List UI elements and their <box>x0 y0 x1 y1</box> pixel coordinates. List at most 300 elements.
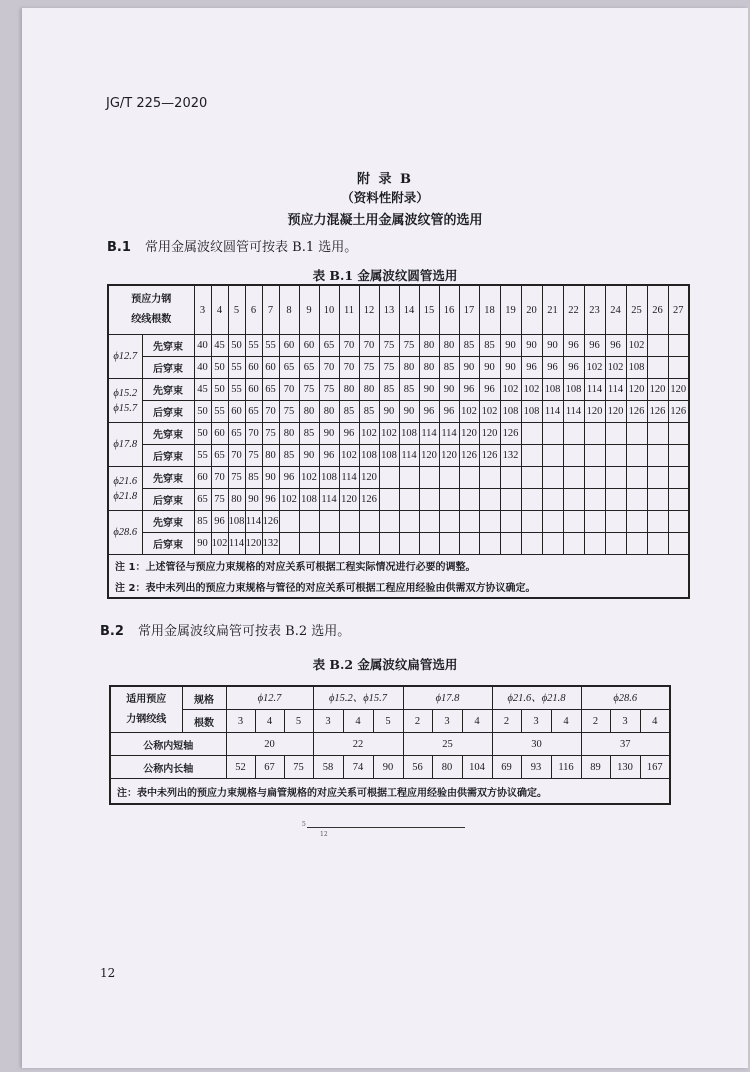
threading-type: 后穿束 <box>142 489 194 511</box>
value-cell: 55 <box>194 445 211 467</box>
count-cell: 4 <box>462 710 492 733</box>
empty-cell <box>439 489 459 511</box>
diameter-cell: ϕ17.8 <box>108 423 142 467</box>
value-cell: 102 <box>459 401 479 423</box>
value-cell: 55 <box>245 335 262 357</box>
value-cell: 40 <box>194 335 211 357</box>
diameter-cell: ϕ12.7 <box>108 335 142 379</box>
value-cell: 70 <box>339 357 359 379</box>
value-cell: 75 <box>262 423 279 445</box>
empty-cell <box>500 467 521 489</box>
table-b2-count-label: 根数 <box>182 710 226 733</box>
value-cell: 70 <box>319 357 339 379</box>
table-row <box>108 489 689 511</box>
empty-cell <box>584 445 605 467</box>
value-cell: 96 <box>319 445 339 467</box>
empty-cell <box>479 533 500 555</box>
table-b2-spec-label: 规格 <box>182 686 226 710</box>
empty-cell <box>584 467 605 489</box>
value-cell: 90 <box>319 423 339 445</box>
value-cell: 102 <box>584 357 605 379</box>
value-cell: 50 <box>211 379 228 401</box>
count-cell: 4 <box>343 710 373 733</box>
value-cell: 70 <box>279 379 299 401</box>
value-cell: 65 <box>228 423 245 445</box>
empty-cell <box>542 489 563 511</box>
value-cell: 60 <box>299 335 319 357</box>
empty-cell <box>521 511 542 533</box>
value-cell: 108 <box>359 445 379 467</box>
spec-header: ϕ21.6、ϕ21.8 <box>492 686 581 710</box>
value-cell: 85 <box>439 357 459 379</box>
empty-cell <box>379 511 399 533</box>
value-cell: 120 <box>439 445 459 467</box>
value-cell: 85 <box>279 445 299 467</box>
value-cell: 80 <box>359 379 379 401</box>
count-header: 20 <box>521 285 542 335</box>
value-cell: 108 <box>542 379 563 401</box>
empty-cell <box>647 511 668 533</box>
count-cell: 3 <box>313 710 343 733</box>
value-cell: 102 <box>605 357 626 379</box>
long-axis-cell: 56 <box>403 756 432 779</box>
value-cell: 90 <box>479 357 500 379</box>
appendix-name: 预应力混凝土用金属波纹管的选用 <box>287 213 483 228</box>
value-cell: 55 <box>228 379 245 401</box>
count-cell: 2 <box>403 710 432 733</box>
value-cell: 75 <box>211 489 228 511</box>
value-cell: 65 <box>194 489 211 511</box>
empty-cell <box>459 511 479 533</box>
value-cell: 102 <box>500 379 521 401</box>
appendix-title: 附 录 B <box>356 172 414 187</box>
empty-cell <box>299 511 319 533</box>
value-cell: 75 <box>379 357 399 379</box>
value-cell: 70 <box>228 445 245 467</box>
empty-cell <box>439 467 459 489</box>
value-cell: 108 <box>399 423 419 445</box>
count-header: 6 <box>245 285 262 335</box>
empty-cell <box>605 445 626 467</box>
value-cell: 108 <box>379 445 399 467</box>
long-axis-cell: 89 <box>581 756 610 779</box>
page-number: 12 <box>100 966 116 980</box>
value-cell: 96 <box>419 401 439 423</box>
short-axis-cell: 25 <box>403 733 492 756</box>
value-cell: 120 <box>605 401 626 423</box>
value-cell: 85 <box>399 379 419 401</box>
short-axis-cell: 30 <box>492 733 581 756</box>
count-header: 26 <box>647 285 668 335</box>
table-row <box>108 335 689 357</box>
count-header: 9 <box>299 285 319 335</box>
table-b2-long-axis-label: 公称内长轴 <box>110 756 226 779</box>
threading-type: 先穿束 <box>142 423 194 445</box>
threading-type: 后穿束 <box>142 357 194 379</box>
empty-cell <box>647 335 668 357</box>
value-cell: 90 <box>379 401 399 423</box>
empty-cell <box>626 467 647 489</box>
empty-cell <box>605 423 626 445</box>
value-cell: 75 <box>299 379 319 401</box>
empty-cell <box>626 445 647 467</box>
value-cell: 114 <box>563 401 584 423</box>
empty-cell <box>500 511 521 533</box>
value-cell: 120 <box>647 379 668 401</box>
value-cell: 90 <box>542 335 563 357</box>
table-row <box>108 533 689 555</box>
empty-cell <box>584 511 605 533</box>
count-header: 3 <box>194 285 211 335</box>
value-cell: 126 <box>479 445 500 467</box>
count-header: 23 <box>584 285 605 335</box>
empty-cell <box>399 489 419 511</box>
value-cell: 85 <box>299 423 319 445</box>
empty-cell <box>521 489 542 511</box>
long-axis-cell: 75 <box>284 756 313 779</box>
appendix-nature: （资料性附录） <box>341 190 429 205</box>
value-cell: 96 <box>439 401 459 423</box>
value-cell: 120 <box>339 489 359 511</box>
empty-cell <box>339 533 359 555</box>
count-header: 15 <box>419 285 439 335</box>
empty-cell <box>419 467 439 489</box>
empty-cell <box>647 467 668 489</box>
empty-cell <box>563 467 584 489</box>
value-cell: 114 <box>339 467 359 489</box>
empty-cell <box>479 467 500 489</box>
empty-cell <box>626 489 647 511</box>
value-cell: 75 <box>279 401 299 423</box>
count-cell: 2 <box>581 710 610 733</box>
value-cell: 114 <box>319 489 339 511</box>
count-header: 14 <box>399 285 419 335</box>
value-cell: 126 <box>262 511 279 533</box>
table-row <box>108 445 689 467</box>
value-cell: 75 <box>399 335 419 357</box>
section-b1 <box>107 236 357 255</box>
value-cell: 50 <box>228 335 245 357</box>
section-b1-text: 常用金属波纹圆管可按表 B.1 选用。 <box>145 240 358 255</box>
value-cell: 85 <box>379 379 399 401</box>
empty-cell <box>479 489 500 511</box>
value-cell: 102 <box>521 379 542 401</box>
value-cell: 65 <box>299 357 319 379</box>
value-cell: 114 <box>245 511 262 533</box>
table-b2-short-axis-label: 公称内短轴 <box>110 733 226 756</box>
empty-cell <box>647 357 668 379</box>
value-cell: 90 <box>262 467 279 489</box>
value-cell: 60 <box>228 401 245 423</box>
value-cell: 114 <box>419 423 439 445</box>
empty-cell <box>647 533 668 555</box>
value-cell: 126 <box>647 401 668 423</box>
count-cell: 4 <box>551 710 581 733</box>
section-b2-number: B.2 <box>100 624 124 639</box>
value-cell: 85 <box>194 511 211 533</box>
empty-cell <box>379 489 399 511</box>
value-cell: 45 <box>194 379 211 401</box>
value-cell: 90 <box>194 533 211 555</box>
spec-header: ϕ28.6 <box>581 686 670 710</box>
value-cell: 114 <box>228 533 245 555</box>
value-cell: 120 <box>419 445 439 467</box>
empty-cell <box>399 467 419 489</box>
empty-cell <box>668 423 689 445</box>
rule-mark-small: 12 <box>320 831 328 838</box>
value-cell: 108 <box>563 379 584 401</box>
diameter-cell: ϕ21.6 ϕ21.8 <box>108 467 142 511</box>
empty-cell <box>647 423 668 445</box>
value-cell: 65 <box>319 335 339 357</box>
long-axis-cell: 167 <box>640 756 670 779</box>
short-axis-cell: 22 <box>313 733 403 756</box>
value-cell: 102 <box>279 489 299 511</box>
table-row <box>108 401 689 423</box>
count-header: 8 <box>279 285 299 335</box>
count-cell: 3 <box>610 710 640 733</box>
value-cell: 80 <box>228 489 245 511</box>
value-cell: 70 <box>339 335 359 357</box>
empty-cell <box>500 533 521 555</box>
value-cell: 70 <box>245 423 262 445</box>
empty-cell <box>563 445 584 467</box>
empty-cell <box>584 533 605 555</box>
count-cell: 4 <box>255 710 284 733</box>
empty-cell <box>419 533 439 555</box>
value-cell: 60 <box>245 379 262 401</box>
value-cell: 85 <box>245 467 262 489</box>
long-axis-cell: 90 <box>373 756 403 779</box>
empty-cell <box>379 467 399 489</box>
count-cell: 5 <box>284 710 313 733</box>
empty-cell <box>339 511 359 533</box>
empty-cell <box>563 423 584 445</box>
value-cell: 108 <box>500 401 521 423</box>
empty-cell <box>668 357 689 379</box>
value-cell: 60 <box>211 423 228 445</box>
value-cell: 50 <box>194 423 211 445</box>
empty-cell <box>668 511 689 533</box>
value-cell: 114 <box>399 445 419 467</box>
value-cell: 108 <box>228 511 245 533</box>
value-cell: 132 <box>500 445 521 467</box>
count-header: 16 <box>439 285 459 335</box>
value-cell: 114 <box>605 379 626 401</box>
empty-cell <box>626 511 647 533</box>
value-cell: 55 <box>262 335 279 357</box>
empty-cell <box>399 533 419 555</box>
table-b2-note: 注：表中未列出的预应力束规格与扁管规格的对应关系可根据工程应用经验由供需双方协议确定。 <box>110 779 670 805</box>
long-axis-cell: 80 <box>432 756 462 779</box>
value-cell: 80 <box>279 423 299 445</box>
threading-type: 先穿束 <box>142 335 194 357</box>
threading-type: 后穿束 <box>142 401 194 423</box>
empty-cell <box>419 489 439 511</box>
empty-cell <box>668 467 689 489</box>
value-cell: 126 <box>459 445 479 467</box>
value-cell: 55 <box>228 357 245 379</box>
empty-cell <box>439 511 459 533</box>
value-cell: 102 <box>479 401 500 423</box>
count-header: 17 <box>459 285 479 335</box>
value-cell: 75 <box>228 467 245 489</box>
value-cell: 75 <box>359 357 379 379</box>
value-cell: 102 <box>211 533 228 555</box>
empty-cell <box>542 423 563 445</box>
value-cell: 120 <box>479 423 500 445</box>
count-header: 11 <box>339 285 359 335</box>
value-cell: 70 <box>359 335 379 357</box>
value-cell: 96 <box>459 379 479 401</box>
value-cell: 80 <box>262 445 279 467</box>
value-cell: 70 <box>262 401 279 423</box>
rule-mark: 5 <box>302 821 306 828</box>
value-cell: 50 <box>211 357 228 379</box>
value-cell: 80 <box>439 335 459 357</box>
value-cell: 80 <box>319 401 339 423</box>
table-b2-caption: 表 B.2 金属波纹扁管选用 <box>312 657 458 672</box>
value-cell: 102 <box>339 445 359 467</box>
empty-cell <box>521 423 542 445</box>
value-cell: 75 <box>319 379 339 401</box>
empty-cell <box>563 533 584 555</box>
value-cell: 102 <box>359 423 379 445</box>
empty-cell <box>605 467 626 489</box>
value-cell: 120 <box>626 379 647 401</box>
value-cell: 120 <box>584 401 605 423</box>
count-header: 22 <box>563 285 584 335</box>
value-cell: 90 <box>500 357 521 379</box>
empty-cell <box>279 511 299 533</box>
count-cell: 3 <box>226 710 255 733</box>
empty-cell <box>605 489 626 511</box>
empty-cell <box>542 511 563 533</box>
value-cell: 85 <box>359 401 379 423</box>
value-cell: 90 <box>459 357 479 379</box>
empty-cell <box>459 467 479 489</box>
long-axis-cell: 58 <box>313 756 343 779</box>
empty-cell <box>359 533 379 555</box>
value-cell: 80 <box>419 357 439 379</box>
long-axis-cell: 93 <box>521 756 551 779</box>
section-b1-number: B.1 <box>107 240 131 255</box>
table-row <box>108 379 689 401</box>
empty-cell <box>584 423 605 445</box>
value-cell: 120 <box>459 423 479 445</box>
footnote-rule <box>307 827 465 828</box>
value-cell: 65 <box>245 401 262 423</box>
long-axis-cell: 130 <box>610 756 640 779</box>
empty-cell <box>521 467 542 489</box>
count-header: 5 <box>228 285 245 335</box>
empty-cell <box>419 511 439 533</box>
count-cell: 3 <box>521 710 551 733</box>
table-b1-caption: 表 B.1 金属波纹圆管选用 <box>312 268 458 283</box>
count-header: 12 <box>359 285 379 335</box>
count-header: 13 <box>379 285 399 335</box>
value-cell: 96 <box>563 357 584 379</box>
value-cell: 108 <box>626 357 647 379</box>
table-row <box>108 467 689 489</box>
empty-cell <box>542 445 563 467</box>
value-cell: 90 <box>419 379 439 401</box>
value-cell: 85 <box>459 335 479 357</box>
value-cell: 96 <box>479 379 500 401</box>
value-cell: 114 <box>542 401 563 423</box>
empty-cell <box>542 467 563 489</box>
value-cell: 90 <box>399 401 419 423</box>
empty-cell <box>626 423 647 445</box>
count-cell: 4 <box>640 710 670 733</box>
empty-cell <box>521 533 542 555</box>
value-cell: 80 <box>399 357 419 379</box>
value-cell: 90 <box>245 489 262 511</box>
spec-header: ϕ15.2、ϕ15.7 <box>313 686 403 710</box>
empty-cell <box>319 533 339 555</box>
section-b2 <box>100 620 350 639</box>
long-axis-cell: 52 <box>226 756 255 779</box>
short-axis-cell: 20 <box>226 733 313 756</box>
empty-cell <box>459 533 479 555</box>
value-cell: 114 <box>439 423 459 445</box>
table-b1 <box>107 284 690 599</box>
value-cell: 126 <box>359 489 379 511</box>
threading-type: 后穿束 <box>142 445 194 467</box>
standard-number: JG/T 225—2020 <box>106 96 208 111</box>
value-cell: 65 <box>211 445 228 467</box>
long-axis-cell: 69 <box>492 756 521 779</box>
value-cell: 75 <box>245 445 262 467</box>
value-cell: 120 <box>359 467 379 489</box>
value-cell: 96 <box>211 511 228 533</box>
value-cell: 60 <box>279 335 299 357</box>
table-b2 <box>109 685 671 805</box>
value-cell: 60 <box>262 357 279 379</box>
value-cell: 120 <box>245 533 262 555</box>
empty-cell <box>319 511 339 533</box>
value-cell: 96 <box>279 467 299 489</box>
count-header: 21 <box>542 285 563 335</box>
count-header: 7 <box>262 285 279 335</box>
value-cell: 90 <box>299 445 319 467</box>
diameter-cell: ϕ28.6 <box>108 511 142 555</box>
count-header: 19 <box>500 285 521 335</box>
empty-cell <box>563 511 584 533</box>
empty-cell <box>359 511 379 533</box>
threading-type: 先穿束 <box>142 511 194 533</box>
empty-cell <box>399 511 419 533</box>
value-cell: 80 <box>419 335 439 357</box>
value-cell: 114 <box>584 379 605 401</box>
empty-cell <box>299 533 319 555</box>
empty-cell <box>584 489 605 511</box>
count-cell: 5 <box>373 710 403 733</box>
empty-cell <box>563 489 584 511</box>
value-cell: 85 <box>339 401 359 423</box>
empty-cell <box>605 533 626 555</box>
value-cell: 90 <box>439 379 459 401</box>
value-cell: 70 <box>211 467 228 489</box>
empty-cell <box>668 335 689 357</box>
table-row <box>108 357 689 379</box>
value-cell: 40 <box>194 357 211 379</box>
empty-cell <box>459 489 479 511</box>
value-cell: 55 <box>211 401 228 423</box>
table-b1-header-label: 预应力钢 绞线根数 <box>108 285 194 335</box>
count-header: 18 <box>479 285 500 335</box>
empty-cell <box>379 533 399 555</box>
